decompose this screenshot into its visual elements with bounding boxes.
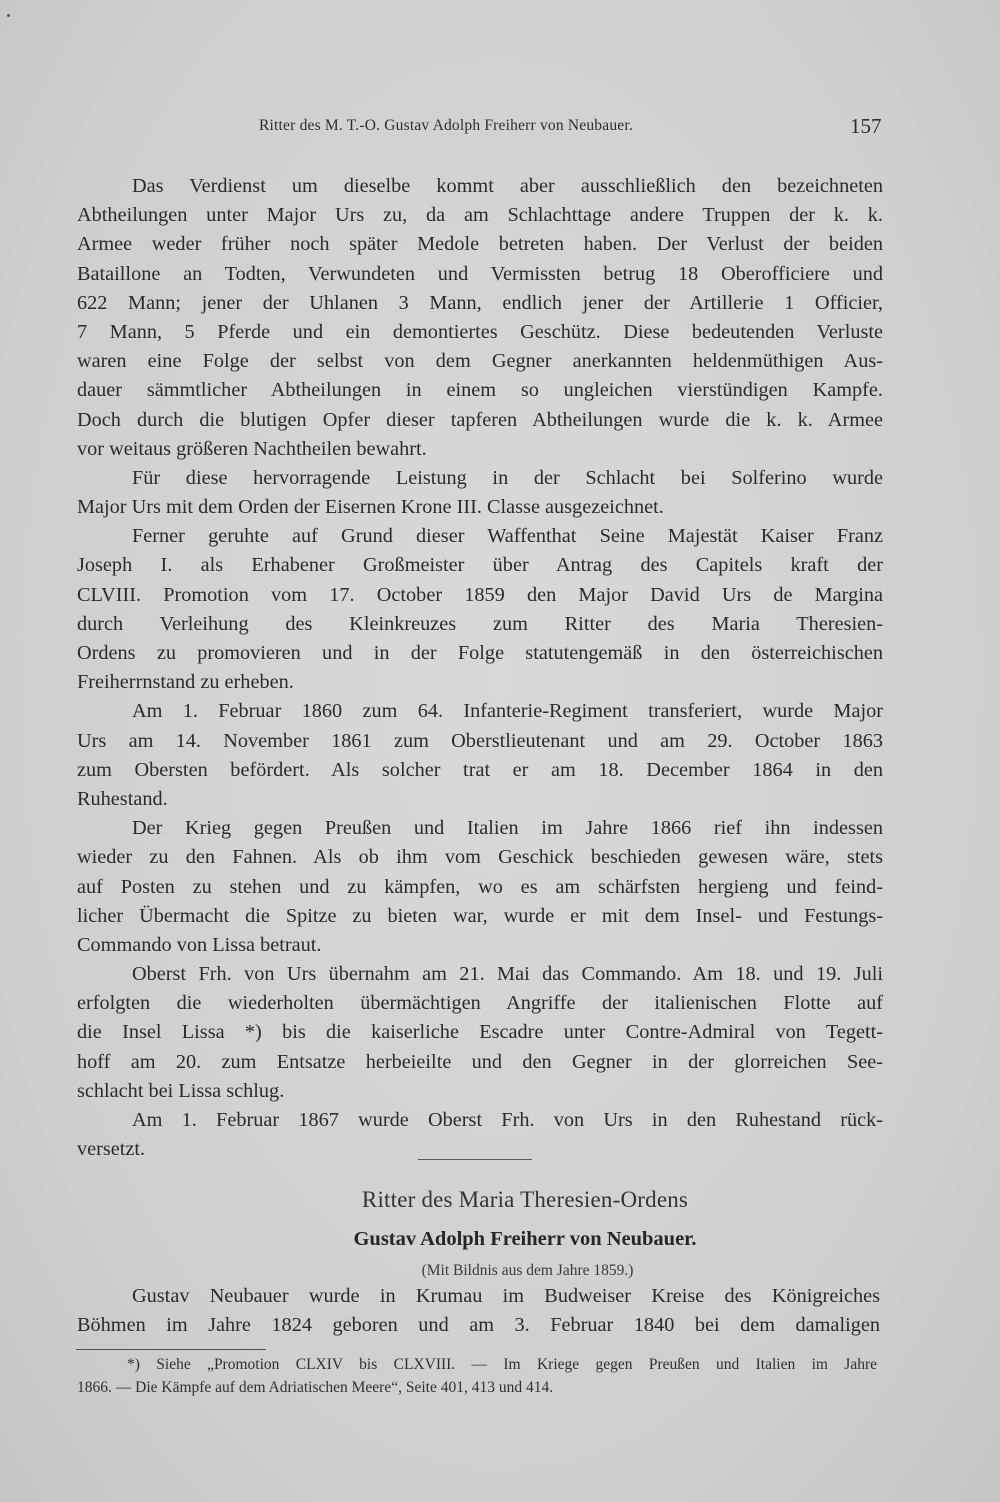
text-line: Für diese hervorragende Leistung in der Schlacht bei Solferino wurde (132, 466, 883, 489)
footnote-line: 1866. — Die Kämpfe auf dem Adriatischen Meere“, Seite 401, 413 und 414. (77, 1379, 554, 1396)
text-line: zum Obersten befördert. Als solcher trat er am 18. December 1864 in den (77, 758, 883, 781)
scan-speck (7, 14, 10, 17)
text-line: auf Posten zu stehen und zu kämpfen, wo es am schärfsten hergieng und feind- (77, 875, 883, 898)
text-line: Bataillone an Todten, Verwundeten und Vermissten betrug 18 Oberofficiere und (77, 262, 883, 285)
text-line: erfolgten die wiederholten übermächtigen Angriffe der italienischen Flotte auf (77, 992, 883, 1015)
text-line: 622 Mann; jener der Uhlanen 3 Mann, endlich jener der Artillerie 1 Officier, (77, 291, 883, 314)
text-line: Am 1. Februar 1867 wurde Oberst Frh. von Urs in den Ruhestand rück- (132, 1109, 883, 1131)
text-line: Urs am 14. November 1861 zum Oberstlieutenant und am 29. October 1863 (77, 729, 883, 752)
text-line: Oberst Frh. von Urs übernahm am 21. Mai das Commando. Am 18. und 19. Juli (132, 963, 883, 986)
footnote-rule (76, 1349, 266, 1350)
text-line: Am 1. Februar 1860 zum 64. Infanterie-Regiment transferiert, wurde Major (132, 700, 883, 723)
text-line: vor weitaus größeren Nachtheilen bewahrt. (77, 437, 427, 460)
section-heading-order: Ritter des Maria Theresien-Ordens (361, 1187, 689, 1212)
text-line: die Insel Lissa *) bis die kaiserliche Escadre unter Contre-Admiral von Tegett- (77, 1021, 883, 1044)
footnote (77, 1353, 877, 1399)
text-line: licher Übermacht die Spitze zu bieten war, wurde er mit dem Insel- und Festungs- (77, 904, 883, 927)
section-separator (418, 1159, 532, 1160)
text-line: Ruhestand. (77, 787, 168, 810)
text-line: versetzt. (77, 1138, 146, 1161)
text-line: CLVIII. Promotion vom 17. October 1859 den Major David Urs de Margina (77, 583, 883, 606)
text-line: 7 Mann, 5 Pferde und ein demontiertes Geschütz. Diese bedeutenden Verluste (77, 320, 883, 343)
text-line: waren eine Folge der selbst von dem Gegner anerkannten heldenmüthigen Aus- (77, 350, 883, 373)
text-line: Gustav Neubauer wurde in Krumau im Budweiser Kreise des Königreiches (132, 1285, 880, 1307)
text-line: hoff am 20. zum Entsatze herbeieilte und den Gegner in der glorreichen See- (77, 1050, 883, 1073)
text-line: schlacht bei Lissa schlug. (77, 1079, 285, 1102)
page-number: 157 (850, 114, 882, 138)
text-line: Commando von Lissa betraut. (77, 933, 322, 956)
text-line: Doch durch die blutigen Opfer dieser tapferen Abtheilungen wurde die k. k. Armee (77, 408, 883, 431)
text-line: Abtheilungen unter Major Urs zu, da am Schlachttage andere Truppen der k. k. (77, 204, 883, 227)
text-line: wieder zu den Fahnen. Als ob ihm vom Geschick beschieden gewesen wäre, stets (77, 846, 883, 869)
text-line: Armee weder früher noch später Medole betreten haben. Der Verlust der beiden (77, 233, 883, 256)
text-line: Der Krieg gegen Preußen und Italien im Jahre 1866 rief ihn indessen (132, 817, 883, 840)
text-line: Major Urs mit dem Orden der Eisernen Krone III. Classe ausgezeichnet. (77, 496, 664, 519)
running-head: Ritter des M. T.-O. Gustav Adolph Freiherr von Neubauer. (259, 117, 633, 134)
footnote-line: *) Siehe „Promotion CLXIV bis CLXVIII. — Im Kriege gegen Preußen und Italien im Jahre (127, 1356, 877, 1373)
text-line: durch Verleihung des Kleinkreuzes zum Ritter des Maria Theresien- (77, 612, 883, 635)
section-heading-name: Gustav Adolph Freiherr von Neubauer. (353, 1228, 697, 1250)
text-line: dauer sämmtlicher Abtheilungen in einem so ungleichen vierstündigen Kampfe. (77, 379, 883, 402)
text-line: Ordens zu promovieren und in der Folge statutengemäß in den österreichischen (77, 642, 883, 664)
text-line: Freiherrnstand zu erheben. (77, 671, 294, 694)
text-line: Das Verdienst um dieselbe kommt aber ausschließlich den bezeichneten (132, 175, 883, 197)
body-text (77, 172, 883, 1164)
section-heading-note: (Mit Bildnis aus dem Jahre 1859.) (421, 1262, 634, 1279)
text-line: Joseph I. als Erhabener Großmeister über Antrag des Capitels kraft der (77, 554, 883, 577)
text-line: Böhmen im Jahre 1824 geboren und am 3. Februar 1840 bei dem damaligen (77, 1314, 880, 1337)
section-body-text (77, 1282, 880, 1340)
text-line: Ferner geruhte auf Grund dieser Waffenthat Seine Majestät Kaiser Franz (132, 525, 883, 548)
